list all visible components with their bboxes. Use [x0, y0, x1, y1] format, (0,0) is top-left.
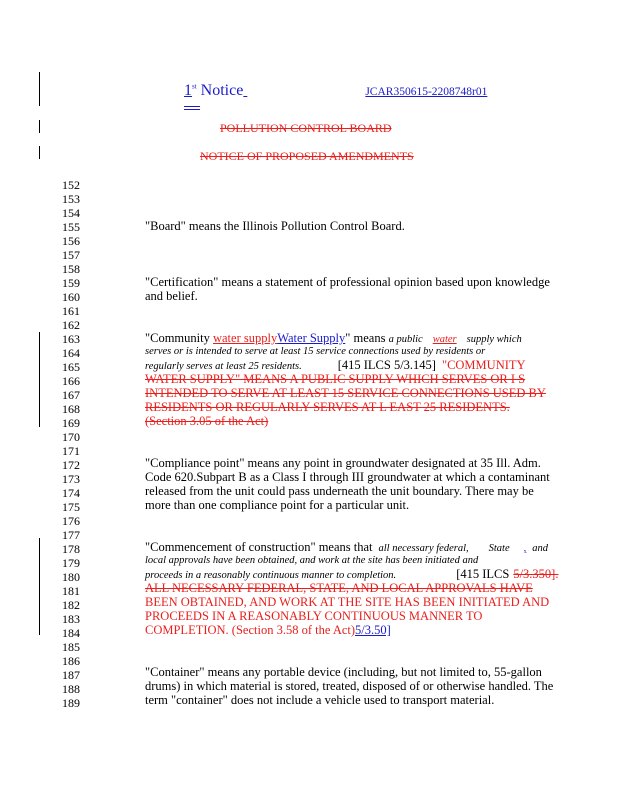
- commencement-caps: BEEN OBTAINED, AND WORK AT THE SITE HAS BEEN INITIATED AND: [145, 595, 550, 609]
- notice-underline: [184, 106, 200, 107]
- line-number: 166: [62, 374, 80, 388]
- community-section: (Section 3.05 of the Act): [145, 414, 269, 428]
- line-number: 172: [62, 458, 80, 472]
- compliance-definition: Code 620.Subpart B as a Class I through III groundwater at which a contaminant: [145, 470, 550, 484]
- line-number: 189: [62, 696, 80, 710]
- community-definition-line: serves or is intended to serve at least 15 service connections used by residents or: [145, 346, 486, 357]
- line-number: 179: [62, 556, 80, 570]
- community-caps: RESIDENTS OR REGULARLY SERVES AT L EAST 25 RESIDENTS.: [145, 400, 510, 414]
- community-citation: [415 ILCS 5/3.145]: [337, 358, 436, 372]
- commencement-and: and: [532, 543, 548, 554]
- line-number: 183: [62, 612, 80, 626]
- change-bar: [39, 538, 40, 635]
- line-number: 160: [62, 290, 80, 304]
- line-number: 182: [62, 598, 80, 612]
- line-number: 157: [62, 248, 80, 262]
- board-definition: "Board" means the Illinois Pollution Control Board.: [145, 219, 405, 233]
- line-number: 187: [62, 668, 80, 682]
- line-number: 186: [62, 654, 80, 668]
- container-definition: term "container" does not include a vehicle used to transport material.: [145, 693, 495, 707]
- line-number: 156: [62, 234, 80, 248]
- line-number: 153: [62, 192, 80, 206]
- line-number: 176: [62, 514, 80, 528]
- line-number: 184: [62, 626, 80, 640]
- line-number: 168: [62, 402, 80, 416]
- change-bar: [39, 120, 40, 133]
- commencement-definition-line: [145, 540, 548, 555]
- line-number: 164: [62, 346, 80, 360]
- line-number: 171: [62, 444, 80, 458]
- line-number: 170: [62, 430, 80, 444]
- commencement-italic: all necessary federal,: [378, 543, 469, 554]
- notice-underline: [184, 109, 200, 110]
- compliance-definition: more than one compliance point for a particular unit.: [145, 498, 410, 512]
- commencement-citation-lead: [415 ILCS: [456, 567, 510, 581]
- change-bar: [39, 332, 40, 427]
- container-definition: "Container" means any portable device (including, but not limited to, 55-gallon: [145, 665, 542, 679]
- community-inserted-word: water: [432, 334, 457, 345]
- certification-definition: "Certification" means a statement of professional opinion based upon knowledge: [145, 275, 550, 289]
- jcar-code: JCAR350615-2208748r01: [365, 86, 488, 98]
- community-definition-line: [145, 331, 522, 346]
- community-caps: INTENDED TO SERVE AT LEAST 15 SERVICE CONNECTIONS USED BY: [145, 386, 546, 400]
- change-bar: [39, 146, 40, 159]
- commencement-definition-line: [145, 623, 391, 638]
- community-caps: "COMMUNITY: [441, 358, 526, 372]
- line-number: 161: [62, 304, 80, 318]
- community-definition-line: [145, 358, 526, 373]
- line-number: 158: [62, 262, 80, 276]
- community-old-term: water supply: [212, 331, 278, 345]
- change-bar: [39, 72, 40, 106]
- community-new-term: Water Supply: [277, 331, 346, 345]
- line-number: 177: [62, 528, 80, 542]
- line-number: 181: [62, 584, 80, 598]
- certification-definition: and belief.: [145, 289, 198, 303]
- commencement-state: State: [488, 543, 510, 554]
- commencement-new-cite: 5/3.50]: [355, 623, 391, 637]
- community-caps: WATER SUPPLY" MEANS A PUBLIC SUPPLY WHICH SERVES OR I S: [145, 372, 526, 386]
- commencement-caps: COMPLETION. (Section 3.58 of the Act): [145, 623, 356, 637]
- line-number: 188: [62, 682, 80, 696]
- line-number: 185: [62, 640, 80, 654]
- line-number: 178: [62, 542, 80, 556]
- commencement-comma: ,: [523, 543, 527, 554]
- community-italic: a public: [388, 334, 423, 345]
- line-number: 180: [62, 570, 80, 584]
- line-number: 163: [62, 332, 80, 346]
- line-number: 173: [62, 472, 80, 486]
- notice-number: 1: [184, 82, 192, 99]
- line-number: 169: [62, 416, 80, 430]
- notice-suffix: st: [192, 82, 197, 91]
- community-italic: supply which: [466, 334, 522, 345]
- notice-word: Notice: [200, 82, 244, 99]
- board-heading: POLLUTION CONTROL BOARD: [220, 121, 392, 135]
- notice-title: NOTICE OF PROPOSED AMENDMENTS: [200, 149, 414, 163]
- compliance-definition: released from the unit could pass underneath the unit boundary. There may be: [145, 484, 534, 498]
- commencement-caps: ALL NECESSARY FEDERAL, STATE, AND LOCAL APPROVALS HAVE: [145, 581, 533, 595]
- commencement-caps: PROCEEDS IN A REASONABLY CONTINUOUS MANNER TO: [145, 609, 483, 623]
- line-number: 155: [62, 220, 80, 234]
- line-number: 165: [62, 360, 80, 374]
- commencement-definition-line: [145, 567, 558, 582]
- line-number: 162: [62, 318, 80, 332]
- line-number: 167: [62, 388, 80, 402]
- container-definition: drums) in which material is stored, treated, disposed of or otherwise handled. The: [145, 679, 554, 693]
- line-number: 159: [62, 276, 80, 290]
- line-number: 174: [62, 486, 80, 500]
- community-italic: regularly serves at least 25 residents.: [145, 361, 302, 372]
- community-means: " means: [345, 331, 389, 345]
- community-open: "Community: [145, 331, 213, 345]
- commencement-definition-line: local approvals have been obtained, and work at the site has been initiated and: [145, 555, 479, 566]
- commencement-old-cite: 5/3.350].: [513, 567, 559, 581]
- compliance-definition: "Compliance point" means any point in groundwater designated at 35 Ill. Adm.: [145, 456, 541, 470]
- line-number: 175: [62, 500, 80, 514]
- line-number: 152: [62, 178, 80, 192]
- notice-heading: [184, 82, 487, 100]
- commencement-lead: "Commencement of construction" means that: [145, 540, 373, 554]
- commencement-italic: proceeds in a reasonably continuous manner to completion.: [145, 570, 397, 581]
- line-number: 154: [62, 206, 80, 220]
